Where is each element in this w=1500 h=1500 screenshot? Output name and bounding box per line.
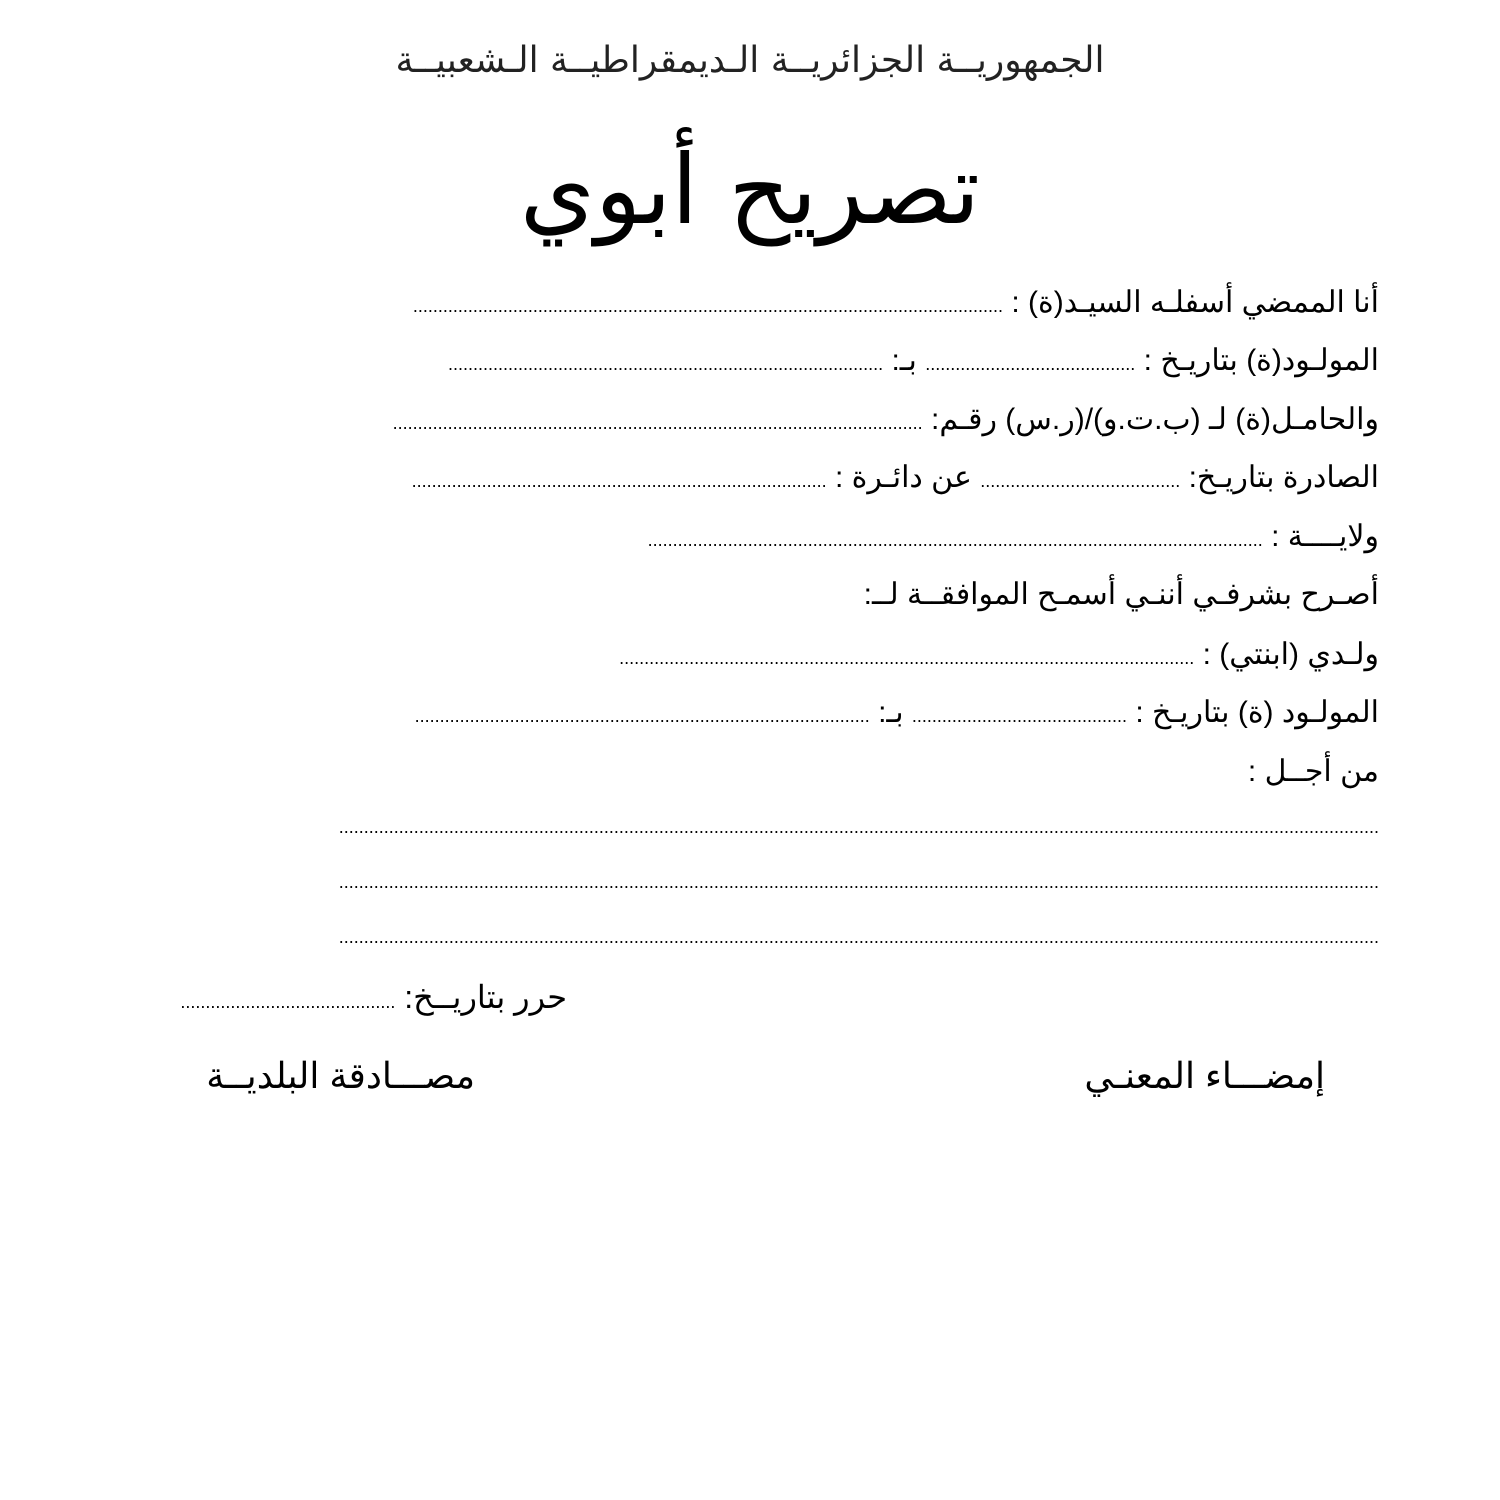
wilaya-row [648,514,1379,560]
wilaya-field[interactable]: ........................................................................................................................... [647,530,1263,550]
id-issue-date-field[interactable]: ........................................ [980,471,1181,491]
document-title: تصريح أبوي [519,134,981,246]
child-birth-place-field[interactable]: ........................................................................................... [414,706,870,726]
id-card-row [393,397,1379,443]
id-card-number-field[interactable]: .......................................................................................................... [392,413,923,433]
municipality-certification-label: مصـــادقة البلديــة [206,1055,475,1096]
declarant-birth-date-label: المولـود(ة) بتاريـخ : [1143,344,1379,377]
declarant-name-label: أنا الممضي أسفلـه السيـد(ة) : [1011,286,1379,319]
edited-date-label: حرر بتاريــخ: [404,979,567,1015]
person-signature-label: إمضـــاء المعنـي [1084,1055,1325,1096]
id-issue-date-label: الصادرة بتاريـخ: [1188,461,1379,494]
purpose-line-3[interactable]: ................................................................................................................................................................................................................ [338,927,1379,947]
declarant-birth-row [448,338,1379,384]
declarant-birth-place-field[interactable]: ....................................................................................... [448,354,884,374]
purpose-line-1[interactable]: ................................................................................................................................................................................................................ [338,817,1379,837]
declarant-birth-place-label: بـ: [891,344,917,377]
purpose-line-2[interactable]: ................................................................................................................................................................................................................ [338,872,1379,892]
purpose-label: من أجــل : [1247,755,1379,788]
edited-date-field[interactable]: ........................................... [180,992,396,1012]
wilaya-label: ولايــــة : [1271,520,1379,553]
child-name-label: ولـدي (ابنتي) : [1202,638,1379,671]
child-birth-date-field[interactable]: ........................................... [911,706,1127,726]
id-card-number-label: والحامـل(ة) لـ (ب.ت.و)/(ر.س) رقـم: [931,403,1379,436]
child-birth-place-label: بـ: [878,696,904,729]
id-issue-district-field[interactable]: ................................................................................... [411,471,827,491]
declarant-birth-date-field[interactable]: .......................................... [925,354,1136,374]
child-birth-date-label: المولـود (ة) بتاريـخ : [1135,696,1379,729]
id-issue-row [412,455,1379,501]
declaration-statement: أصـرح بشرفـي أننـي أسمـح الموافقــة لــ: [863,578,1379,611]
declarant-name-row [413,280,1379,326]
child-name-field[interactable]: ................................................................................................................... [619,648,1195,668]
declaration-statement-row [864,572,1379,618]
id-issue-district-label: عن دائـرة : [835,461,972,494]
child-name-row [619,632,1379,678]
child-birth-row [415,690,1379,736]
edited-date-row [180,974,567,1020]
declarant-name-field[interactable]: ...................................................................................................................... [412,296,1003,316]
purpose-row [1248,749,1379,795]
republic-header: الجمهوريــة الجزائريــة الـديمقراطيــة الـشعبيــة [395,40,1105,81]
